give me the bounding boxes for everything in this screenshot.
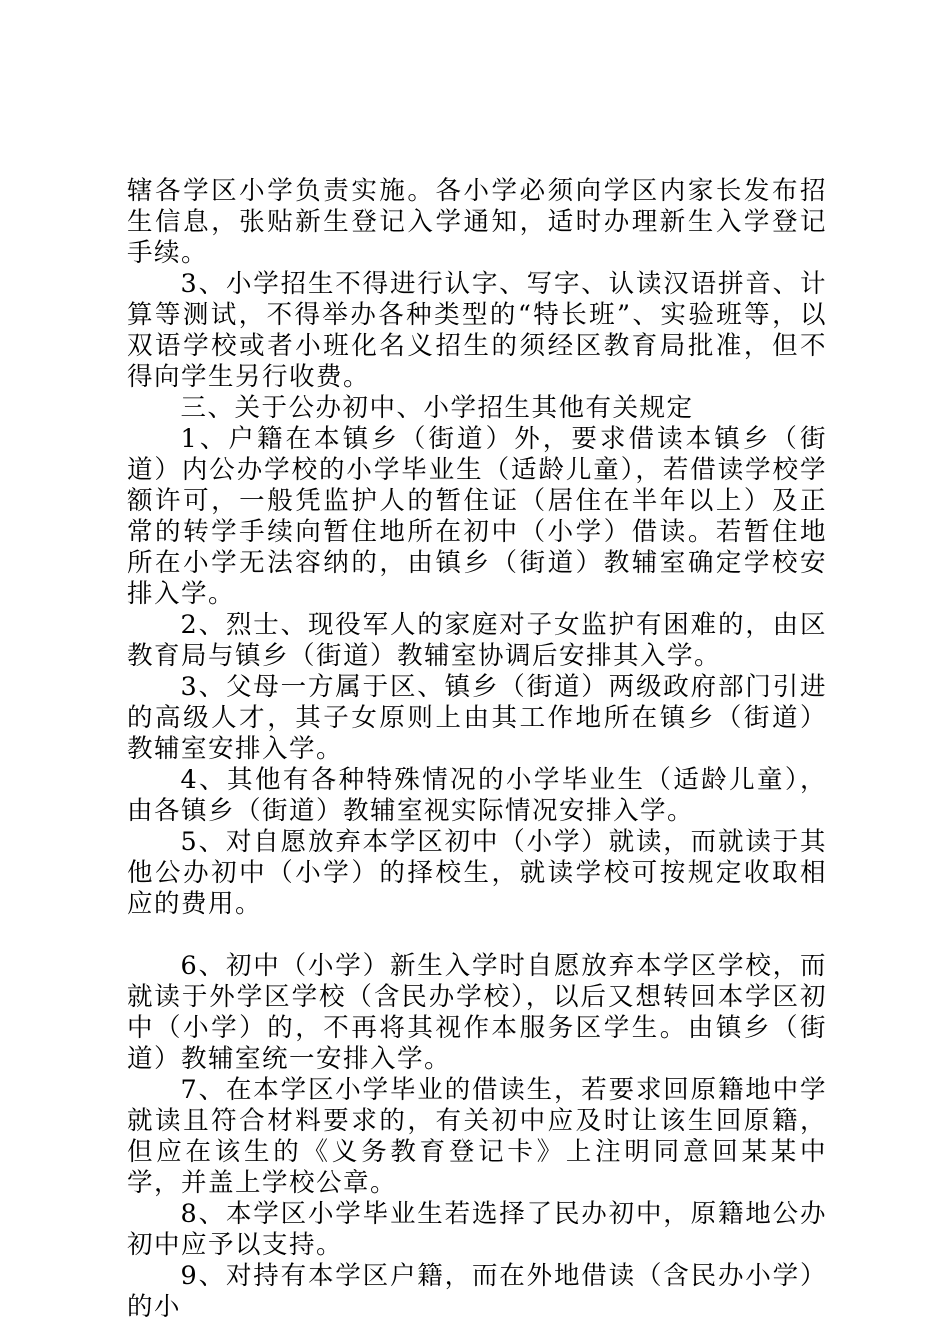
paragraph: 4、其他有各种特殊情况的小学毕业生（适龄儿童），由各镇乡（街道）教辅室视实际情况安排入学。 (127, 765, 827, 826)
paragraph: 3、父母一方属于区、镇乡（街道）两级政府部门引进的高级人才，其子女原则上由其工作地所在镇乡（街道）教辅室安排入学。 (127, 672, 827, 764)
paragraph: 8、本学区小学毕业生若选择了民办初中，原籍地公办初中应予以支持。 (127, 1199, 827, 1260)
paragraph: 辖各学区小学负责实施。各小学必须向学区内家长发布招生信息，张贴新生登记入学通知，适时办理新生入学登记手续。 (127, 176, 827, 268)
section-heading: 三、关于公办初中、小学招生其他有关规定 (180, 393, 694, 423)
paragraph: 7、在本学区小学毕业的借读生，若要求回原籍地中学就读且符合材料要求的，有关初中应及时让该生回原籍，但应在该生的《义务教育登记卡》上注明同意回某某中学，并盖上学校公章。 (127, 1075, 827, 1198)
paragraph: 9、对持有本学区户籍，而在外地借读（含民办小学）的小 (127, 1261, 827, 1322)
blank-line (127, 920, 827, 951)
paragraph: 2、烈士、现役军人的家庭对子女监护有困难的，由区教育局与镇乡（街道）教辅室协调后安排其入学。 (127, 610, 827, 671)
paragraph: 1、户籍在本镇乡（街道）外，要求借读本镇乡（街道）内公办学校的小学毕业生（适龄儿童），若借读学校学额许可，一般凭监护人的暂住证（居住在半年以上）及正常的转学手续向暂住地所在初中（小学）借读。若暂住地所在小学无法容纳的，由镇乡（街道）教辅室确定学校安排入学。 (127, 424, 827, 609)
paragraph: 6、初中（小学）新生入学时自愿放弃本学区学校，而就读于外学区学校（含民办学校），以后又想转回本学区初中（小学）的，不再将其视作本服务区学生。由镇乡（街道）教辅室统一安排入学。 (127, 951, 827, 1074)
paragraph: 5、对自愿放弃本学区初中（小学）就读，而就读于其他公办初中（小学）的择校生，就读学校可按规定收取相应的费用。 (127, 827, 827, 919)
paragraph: 3、小学招生不得进行认字、写字、认读汉语拼音、计算等测试，不得举办各种类型的“特长班”、实验班等，以双语学校或者小班化名义招生的须经区教育局批准，但不得向学生另行收费。 (127, 269, 827, 392)
document-body (127, 176, 827, 1323)
